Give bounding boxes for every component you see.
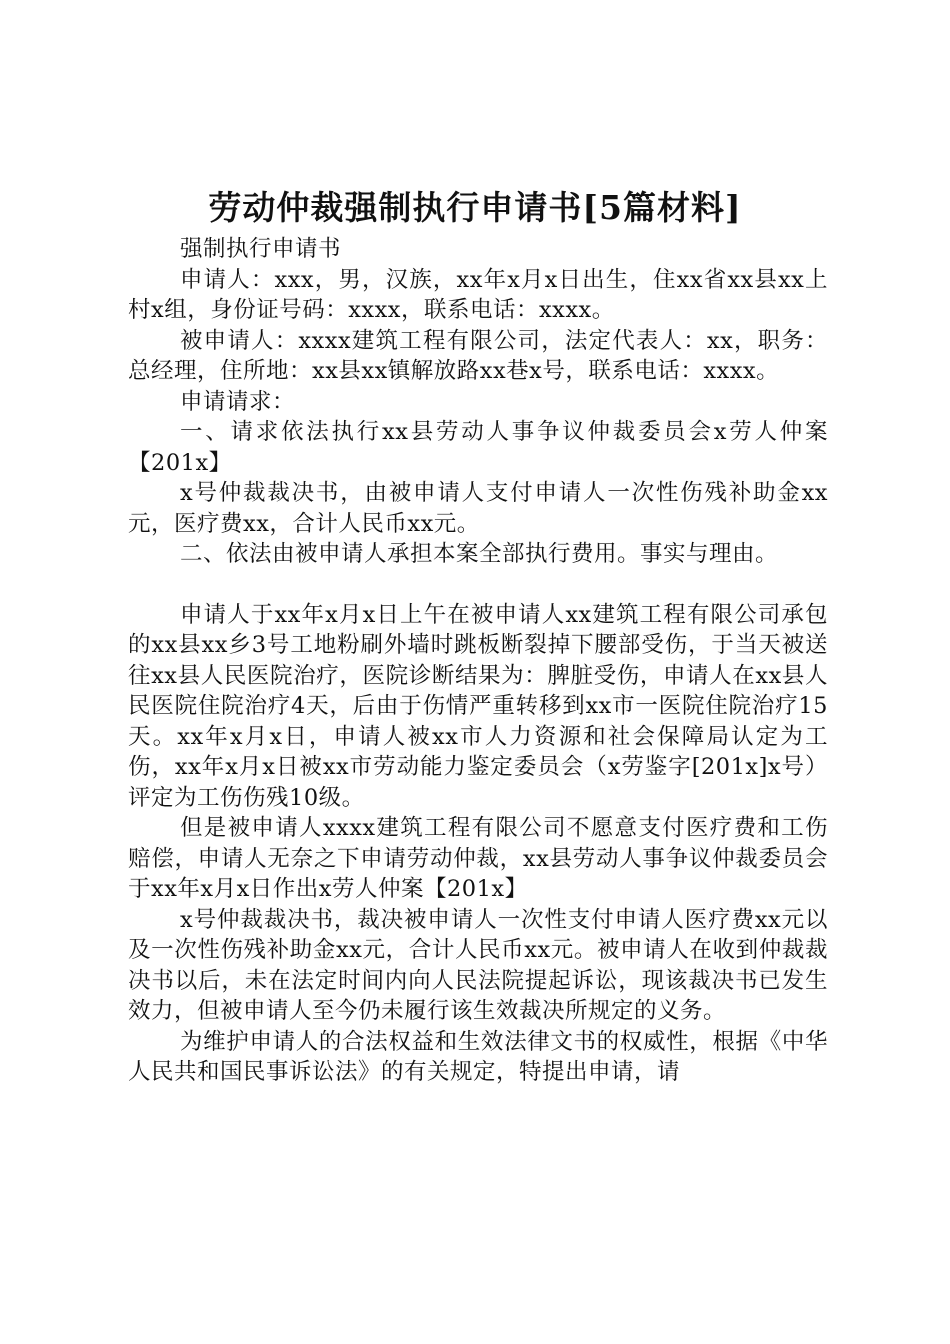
request-item-1-continued: x号仲裁裁决书，由被申请人支付申请人一次性伤残补助金xx元，医疗费xx，合计人民币xx元。 (128, 480, 828, 537)
request-heading: 申请请求： (180, 388, 296, 415)
request-item-1: 一、请求依法执行xx县劳动人事争议仲裁委员会x劳人仲案【201x】 (128, 419, 828, 476)
arbitration-paragraph: 但是被申请人xxxx建筑工程有限公司不愿意支付医疗费和工伤赔偿，申请人无奈之下申请劳动仲裁，xx县劳动人事争议仲裁委员会于xx年x月x日作出x劳人仲案【201x】 (128, 815, 828, 902)
document-title: 劳动仲裁强制执行申请书[5篇材料] (208, 188, 742, 227)
ruling-paragraph: x号仲裁裁决书，裁决被申请人一次性支付申请人医疗费xx元以及一次性伤残补助金xx元，合计人民币xx元。被申请人在收到仲裁裁决书以后，未在法定时间内向人民法院提起诉讼，现该裁决书已发生效力，但被申请人至今仍未履行该生效裁决所规定的义务。 (128, 906, 828, 1024)
request-item-2: 二、依法由被申请人承担本案全部执行费用。事实与理由。 (180, 541, 779, 567)
facts-paragraph: 申请人于xx年x月x日上午在被申请人xx建筑工程有限公司承包的xx县xx乡3号工地粉刷外墙时跳板断裂掉下腰部受伤，于当天被送往xx县人民医院治疗，医院诊断结果为：脾脏受伤，申请人在xx县人民医院住院治疗4天，后由于伤情严重转移到xx市一医院住院治疗15天。xx年x月x日，申请人被xx市人力资源和社会保障局认定为工伤，xx年x月x日被xx市劳动能力鉴定委员会（x劳鉴字[201x]x号）评定为工伤伤残10级。 (128, 601, 828, 811)
closing-paragraph: 为维护申请人的合法权益和生效法律文书的权威性，根据《中华人民共和国民事诉讼法》的有关规定，特提出申请，请 (128, 1028, 828, 1085)
section-heading: 强制执行申请书 (180, 236, 342, 262)
document-body (128, 234, 828, 1088)
respondent-info-paragraph: 被申请人：xxxx建筑工程有限公司，法定代表人：xx，职务：总经理，住所地：xx县xx镇解放路xx巷x号，联系电话：xxxx。 (128, 327, 828, 384)
applicant-info-paragraph: 申请人：xxx，男，汉族，xx年x月x日出生，住xx省xx县xx上村x组，身份证号码：xxxx，联系电话：xxxx。 (128, 266, 828, 323)
paragraph-gap (128, 570, 828, 600)
